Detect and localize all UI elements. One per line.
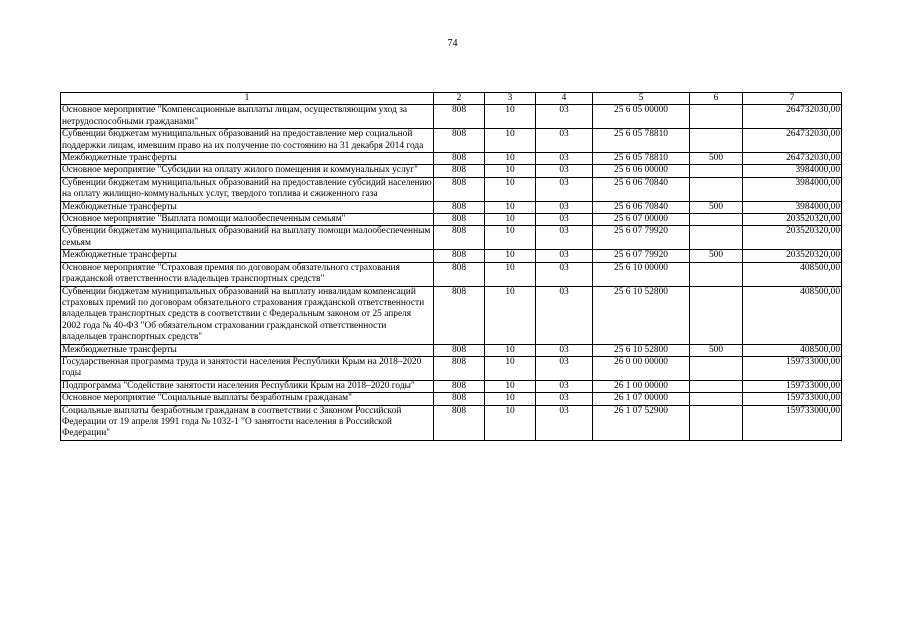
table-row (61, 344, 842, 356)
row-col-5: 25 6 06 00000 (593, 165, 690, 177)
row-col-6 (690, 105, 743, 129)
row-col-3: 10 (485, 380, 536, 392)
row-col-6 (690, 286, 743, 344)
row-col-5: 25 6 07 79920 (593, 250, 690, 262)
row-col-6 (690, 226, 743, 250)
row-col-5: 25 6 07 79920 (593, 226, 690, 250)
row-col-6: 500 (690, 153, 743, 165)
row-col-4: 03 (536, 153, 593, 165)
row-name: Основное мероприятие "Субсидии на оплату жилого помещения и коммунальных услуг" (61, 165, 434, 177)
row-col-7: 203520320,00 (743, 226, 842, 250)
row-col-2: 808 (434, 250, 485, 262)
row-col-7: 3984000,00 (743, 201, 842, 213)
row-col-3: 10 (485, 165, 536, 177)
row-col-3: 10 (485, 262, 536, 286)
row-col-6 (690, 405, 743, 440)
row-col-4: 03 (536, 356, 593, 380)
row-col-2: 808 (434, 344, 485, 356)
row-col-2: 808 (434, 177, 485, 201)
table-row (61, 105, 842, 129)
row-col-3: 10 (485, 405, 536, 440)
row-name: Межбюджетные трансферты (61, 153, 434, 165)
row-col-6 (690, 165, 743, 177)
table-row (61, 356, 842, 380)
row-col-2: 808 (434, 214, 485, 226)
row-name: Социальные выплаты безработным гражданам в соответствии с Законом Российской Федерации от 19 апреля 1991 года № 1032-1 "О занятости населения в Российской Федерации" (61, 405, 434, 440)
row-col-7: 159733000,00 (743, 393, 842, 405)
table-body (61, 105, 842, 440)
table-row (61, 129, 842, 153)
row-col-7: 3984000,00 (743, 165, 842, 177)
row-col-3: 10 (485, 201, 536, 213)
table-row (61, 177, 842, 201)
row-col-4: 03 (536, 380, 593, 392)
budget-table (60, 92, 842, 441)
row-col-5: 25 6 07 00000 (593, 214, 690, 226)
row-col-7: 159733000,00 (743, 356, 842, 380)
row-name: Межбюджетные трансферты (61, 344, 434, 356)
table-row (61, 286, 842, 344)
row-col-2: 808 (434, 286, 485, 344)
page-number: 74 (447, 38, 458, 49)
table-row (61, 201, 842, 213)
row-name: Государственная программа труда и занятости населения Республики Крым на 2018–2020 годы (61, 356, 434, 380)
row-col-7: 264732030,00 (743, 153, 842, 165)
row-col-7: 3984000,00 (743, 177, 842, 201)
row-col-3: 10 (485, 250, 536, 262)
header-col-7: 7 (743, 93, 842, 105)
row-name: Основное мероприятие "Компенсационные выплаты лицам, осуществляющим уход за нетрудоспособными гражданами" (61, 105, 434, 129)
row-col-4: 03 (536, 165, 593, 177)
table-row (61, 153, 842, 165)
row-name: Основное мероприятие "Выплата помощи малообеспеченным семьям" (61, 214, 434, 226)
row-col-3: 10 (485, 286, 536, 344)
row-col-6 (690, 356, 743, 380)
row-col-4: 03 (536, 214, 593, 226)
row-col-4: 03 (536, 201, 593, 213)
table-row (61, 393, 842, 405)
row-col-7: 203520320,00 (743, 214, 842, 226)
row-name: Субвенции бюджетам муниципальных образований на предоставление субсидий населению на оплату жилищно-коммунальных услуг, твердого топлива и сжиженного газа (62, 177, 432, 200)
row-col-2: 808 (434, 356, 485, 380)
row-col-4: 03 (536, 177, 593, 201)
header-col-5: 5 (593, 93, 690, 105)
row-col-7: 159733000,00 (743, 405, 842, 440)
row-name: Субвенции бюджетам муниципальных образований на выплату инвалидам компенсаций страховых премий по договорам обязательного страхования гражданской ответственности владельцев транспортных средств в соответствии с Федеральным законом от 25 апреля 2002 года № 40-ФЗ "Об обязательном страховании гражданской ответственности владельцев транспортных средств" (61, 286, 434, 344)
row-col-6: 500 (690, 250, 743, 262)
table-row (61, 165, 842, 177)
row-col-4: 03 (536, 129, 593, 153)
table-row (61, 380, 842, 392)
row-name: Межбюджетные трансферты (61, 201, 434, 213)
header-col-6: 6 (690, 93, 743, 105)
row-col-7: 264732030,00 (743, 129, 842, 153)
row-name: Межбюджетные трансферты (61, 250, 434, 262)
header-col-4: 4 (536, 93, 593, 105)
row-col-2: 808 (434, 201, 485, 213)
row-col-5: 25 6 06 70840 (593, 201, 690, 213)
row-col-5: 25 6 05 78810 (593, 129, 690, 153)
row-col-2: 808 (434, 165, 485, 177)
row-col-2: 808 (434, 380, 485, 392)
table-row (61, 214, 842, 226)
row-col-2: 808 (434, 405, 485, 440)
row-col-7: 408500,00 (743, 286, 842, 344)
table-row (61, 250, 842, 262)
row-col-2: 808 (434, 105, 485, 129)
row-col-6 (690, 214, 743, 226)
row-col-3: 10 (485, 214, 536, 226)
row-col-3: 10 (485, 226, 536, 250)
header-row (61, 93, 842, 105)
row-col-4: 03 (536, 262, 593, 286)
row-col-3: 10 (485, 105, 536, 129)
row-col-6 (690, 177, 743, 201)
row-col-6 (690, 262, 743, 286)
row-col-7: 159733000,00 (743, 380, 842, 392)
table-row (61, 405, 842, 440)
row-col-2: 808 (434, 262, 485, 286)
row-col-3: 10 (485, 129, 536, 153)
row-col-7: 408500,00 (743, 344, 842, 356)
row-col-3: 10 (485, 344, 536, 356)
header-col-1: 1 (61, 93, 434, 105)
row-col-4: 03 (536, 344, 593, 356)
row-col-6: 500 (690, 344, 743, 356)
row-col-6: 500 (690, 201, 743, 213)
row-col-5: 26 1 07 00000 (593, 393, 690, 405)
row-col-5: 25 6 05 78810 (593, 153, 690, 165)
row-col-6 (690, 129, 743, 153)
row-name: Субвенции бюджетам муниципальных образований на предоставление мер социальной поддержки лицам, имевшим право на их получение по состоянию на 31 декабря 2014 года (61, 129, 434, 153)
row-col-2: 808 (434, 129, 485, 153)
row-col-5: 25 6 10 52800 (593, 286, 690, 344)
row-col-5: 25 6 06 70840 (593, 177, 690, 201)
row-col-5: 26 0 00 00000 (593, 356, 690, 380)
row-col-4: 03 (536, 393, 593, 405)
table-row (61, 226, 842, 250)
row-name: Основное мероприятие "Социальные выплаты безработным гражданам" (61, 393, 434, 405)
row-name: Основное мероприятие "Страховая премия по договорам обязательного страхования гражданской ответственности владельцев транспортных средств" (61, 262, 434, 286)
table-row (61, 262, 842, 286)
row-col-5: 25 6 05 00000 (593, 105, 690, 129)
row-col-5: 26 1 07 52900 (593, 405, 690, 440)
row-col-7: 203520320,00 (743, 250, 842, 262)
row-col-2: 808 (434, 153, 485, 165)
row-col-2: 808 (434, 226, 485, 250)
row-col-4: 03 (536, 286, 593, 344)
row-col-4: 03 (536, 105, 593, 129)
row-name: Субвенции бюджетам муниципальных образований на выплату помощи малообеспеченным семьям (61, 226, 434, 250)
row-col-5: 26 1 00 00000 (593, 380, 690, 392)
row-col-2: 808 (434, 393, 485, 405)
row-col-5: 25 6 10 00000 (593, 262, 690, 286)
row-col-4: 03 (536, 250, 593, 262)
row-col-4: 03 (536, 405, 593, 440)
row-col-3: 10 (485, 393, 536, 405)
row-col-4: 03 (536, 226, 593, 250)
row-col-3: 10 (485, 177, 536, 201)
row-col-7: 408500,00 (743, 262, 842, 286)
row-col-6 (690, 393, 743, 405)
header-col-2: 2 (434, 93, 485, 105)
row-col-5: 25 6 10 52800 (593, 344, 690, 356)
row-name: Подпрограмма "Содействие занятости населения Республики Крым на 2018–2020 годы" (61, 380, 434, 392)
row-col-6 (690, 380, 743, 392)
row-col-3: 10 (485, 356, 536, 380)
row-col-7: 264732030,00 (743, 105, 842, 129)
header-col-3: 3 (485, 93, 536, 105)
row-col-3: 10 (485, 153, 536, 165)
